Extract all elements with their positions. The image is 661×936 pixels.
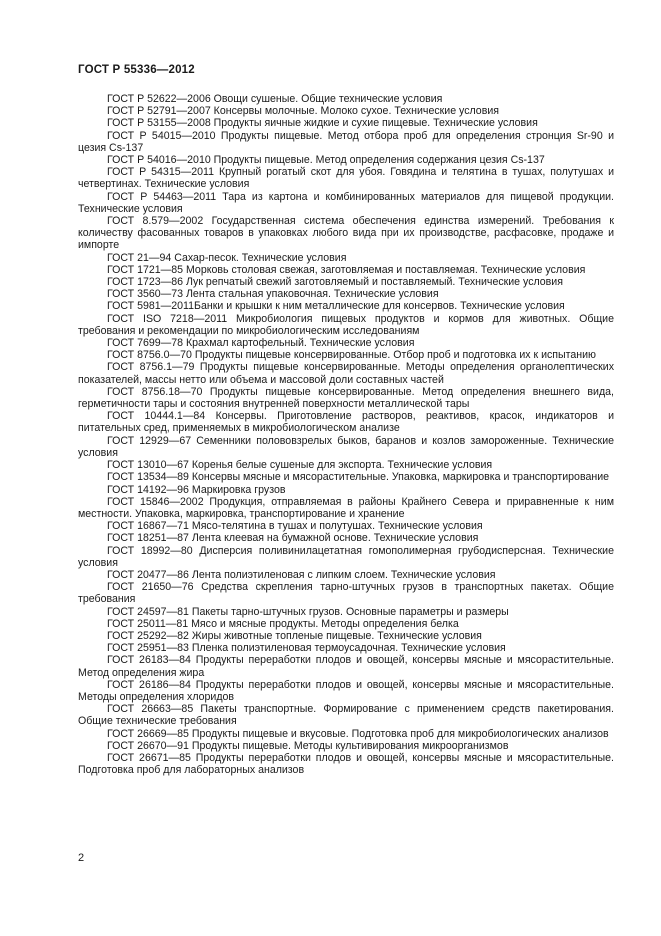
reference-item: ГОСТ 1721—85 Морковь столовая свежая, заготовляемая и поставляемая. Технические условия [107,263,586,276]
reference-item: ГОСТ 26186—84 Продукты переработки плодов и овощей, консервы мясные и мясорастительные. Методы определения хлоридов [78,678,614,703]
reference-item: ГОСТ 25011—81 Мясо и мясные продукты. Методы определения белка [107,617,459,630]
reference-item: ГОСТ 25292—82 Жиры животные топленые пищевые. Технические условия [107,629,482,642]
reference-item: ГОСТ 14192—96 Маркировка грузов [107,483,286,496]
reference-item: ГОСТ 24597—81 Пакеты тарно-штучных грузов. Основные параметры и размеры [107,605,509,618]
reference-item: ГОСТ ISO 7218—2011 Микробиология пищевых продуктов и кормов для животных. Общие требования и рекомендации по микробиологическим исследованиям [78,312,614,337]
reference-item: ГОСТ 21—94 Сахар-песок. Технические условия [107,251,347,264]
reference-item: ГОСТ 15846—2002 Продукция, отправляемая в районы Крайнего Севера и приравненные к ним местности. Упаковка, маркировка, транспортирование и хранение [78,495,614,520]
reference-item: ГОСТ 13534—89 Консервы мясные и мясорастительные. Упаковка, маркировка и транспортирование [107,471,610,484]
reference-item: ГОСТ 25951—83 Пленка полиэтиленовая термоусадочная. Технические условия [107,642,506,655]
reference-item: ГОСТ 13010—67 Коренья белые сушеные для экспорта. Технические условия [107,459,493,472]
reference-item: ГОСТ 1723—86 Лук репчатый свежий заготовляемый и поставляемый. Технические условия [107,276,563,289]
reference-item: ГОСТ 18992—80 Дисперсия поливинилацетатная гомополимерная грубодисперсная. Технические условия [78,544,614,569]
reference-item: ГОСТ Р 54315—2011 Крупный рогатый скот для убоя. Говядина и телятина в тушах, полутушах и четвертинах. Технические условия [78,166,614,191]
reference-item: ГОСТ 8.579—2002 Государственная система обеспечения единства измерений. Требования к количеству фасованных товаров в упаковках любого вида при их производстве, расфасовке, продаже и импорте [78,215,614,252]
page-number: 2 [78,852,85,864]
reference-item: ГОСТ 8756.1—79 Продукты пищевые консервированные. Методы определения органолептических показателей, массы нетто или объема и массовой доли составных частей [78,361,614,386]
reference-item: ГОСТ 26670—91 Продукты пищевые. Методы культивирования микроорганизмов [107,739,509,752]
reference-list [78,93,614,776]
reference-item: ГОСТ 21650—76 Средства скрепления тарно-штучных грузов в транспортных пакетах. Общие требования [78,581,614,606]
reference-item: ГОСТ 20477—86 Лента полиэтиленовая с липким слоем. Технические условия [107,568,496,581]
reference-item: ГОСТ Р 54463—2011 Тара из картона и комбинированных материалов для пищевой продукции. Технические условия [78,190,614,215]
reference-item: ГОСТ 7699—78 Крахмал картофельный. Технические условия [107,337,415,350]
reference-item: ГОСТ Р 53155—2008 Продукты яичные жидкие и сухие пищевые. Технические условия [107,117,538,130]
reference-item: ГОСТ 16867—71 Мясо-телятина в тушах и полутушах. Технические условия [107,520,483,533]
reference-item: ГОСТ 12929—67 Семенники полововзрелых быков, баранов и козлов замороженные. Технические условия [78,434,614,459]
reference-item: ГОСТ 8756.0—70 Продукты пищевые консервированные. Отбор проб и подготовка их к испытанию [107,349,596,362]
reference-item: ГОСТ 8756.18—70 Продукты пищевые консервированные. Метод определения внешнего вида, герметичности тары и состояния внутренней поверхности металлической тары [78,385,614,411]
reference-item: ГОСТ Р 52791—2007 Консервы молочные. Молоко сухое. Технические условия [107,105,499,118]
reference-item: ГОСТ Р 52622—2006 Овощи сушеные. Общие технические условия [107,93,443,105]
reference-item: ГОСТ Р 54015—2010 Продукты пищевые. Метод отбора проб для определения стронция Sr-90 и цезия Cs-137 [78,129,614,154]
reference-item: ГОСТ 26663—85 Пакеты транспортные. Формирование с применением средств пакетирования. Общие технические требования [78,703,614,728]
reference-item: ГОСТ 26669—85 Продукты пищевые и вкусовые. Подготовка проб для микробиологических анализов [107,727,609,740]
reference-item: ГОСТ 26671—85 Продукты переработки плодов и овощей, консервы мясные и мясорастительные. Подготовка проб для лабораторных анализов [78,751,614,777]
reference-item: ГОСТ 18251—87 Лента клеевая на бумажной основе. Технические условия [107,532,479,545]
reference-item: ГОСТ Р 54016—2010 Продукты пищевые. Метод определения содержания цезия Cs-137 [107,154,545,167]
reference-item: ГОСТ 5981—2011Банки и крышки к ним металлические для консервов. Технические условия [107,300,565,313]
document-header: ГОСТ Р 55336—2012 [78,64,195,76]
reference-item: ГОСТ 3560—73 Лента стальная упаковочная. Технические условия [107,288,439,301]
reference-item: ГОСТ 26183—84 Продукты переработки плодов и овощей, консервы мясные и мясорастительные. Метод определения жира [78,654,614,679]
reference-item: ГОСТ 10444.1—84 Консервы. Приготовление растворов, реактивов, красок, индикаторов и питательных сред, применяемых в микробиологическом анализе [78,410,614,435]
